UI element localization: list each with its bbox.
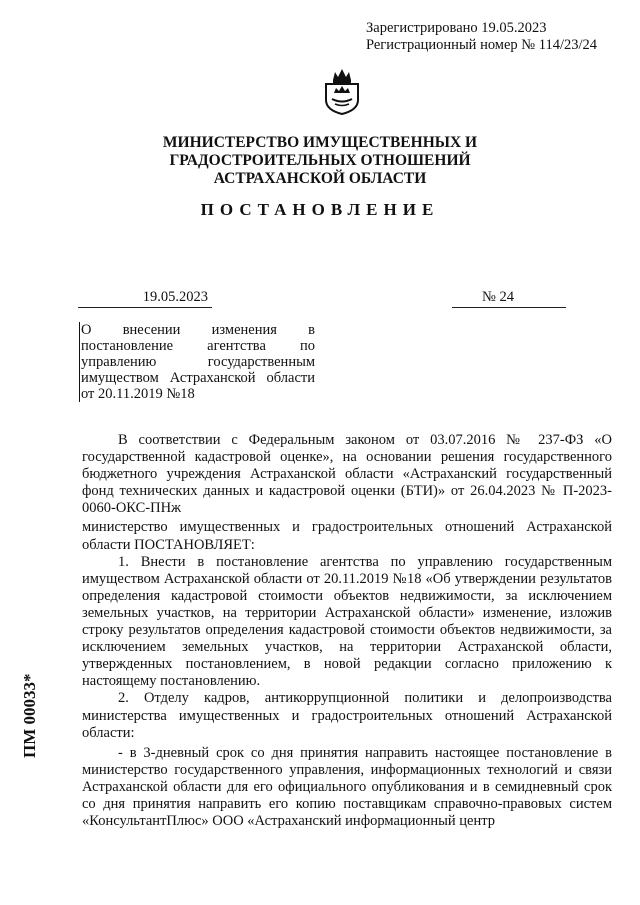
- margin-stamp: [20, 650, 50, 760]
- document-body: [82, 432, 612, 830]
- item-2-subitem-paragraph: - в 3-дневный срок со дня принятия направить настоящее постановление в министерство государственного управления, информационных технологий и связи Астраханской области для его официального опубликования и в семидневный срок со дня принятия направить его копию поставщикам справочно-правовых систем «КонсультантПлюс» ООО «Астраханский информационный центр: [82, 744, 612, 830]
- decree-date: 19.05.2023: [78, 289, 212, 308]
- ministry-line-2: ГРАДОСТРОИТЕЛЬНЫХ ОТНОШЕНИЙ: [169, 152, 471, 169]
- registration-date: Зарегистрировано 19.05.2023: [366, 20, 547, 36]
- decides-paragraph: министерство имущественных и градостроительных отношений Астраханской области ПОСТАНОВЛЯЕТ:: [82, 519, 612, 553]
- stamp-text: ПМ 00033*: [20, 673, 39, 758]
- document-type: ПОСТАНОВЛЕНИЕ: [200, 200, 440, 219]
- ministry-line-1: МИНИСТЕРСТВО ИМУЩЕСТВЕННЫХ И: [162, 134, 478, 151]
- decree-subject: О внесении изменения в постановление агентства по управлению государственным имуществом Астраханской области от 20.11.2019 №18: [81, 322, 315, 402]
- registration-number: Регистрационный номер № 114/23/24: [366, 37, 598, 53]
- ministry-title: [0, 134, 640, 188]
- preamble-paragraph: В соответствии с Федеральным законом от 03.07.2016 № 237-ФЗ «О государственной кадастровой оценке», на основании решения государственного бюджетного учреждения Астраханской области «Астраханский государственный фонд технических данных и кадастровой оценки (БТИ)» от 26.04.2023 № П-2023-0060-ОКС-ПНж: [82, 432, 612, 517]
- coat-of-arms-icon: [320, 66, 364, 116]
- ministry-line-3: АСТРАХАНСКОЙ ОБЛАСТИ: [213, 170, 427, 187]
- registration-block: [366, 20, 597, 54]
- item-2-paragraph: 2. Отделу кадров, антикоррупционной политики и делопроизводства министерства имущественных и градостроительных отношений Астраханской области:: [82, 690, 612, 741]
- decree-number: № 24: [452, 289, 566, 308]
- item-1-paragraph: 1. Внести в постановление агентства по управлению государственным имуществом Астраханской области от 20.11.2019 №18 «Об утверждении результатов определения кадастровой стоимости объектов недвижимости, за исключением земельных участков, на территории Астраханской области» изменение, изложив строку результатов определения кадастровой стоимости объектов недвижимости, за исключением земельных участков, на территории Астраханской области, утвержденных постановлением, в новой редакции согласно приложению к настоящему постановлению.: [82, 553, 612, 690]
